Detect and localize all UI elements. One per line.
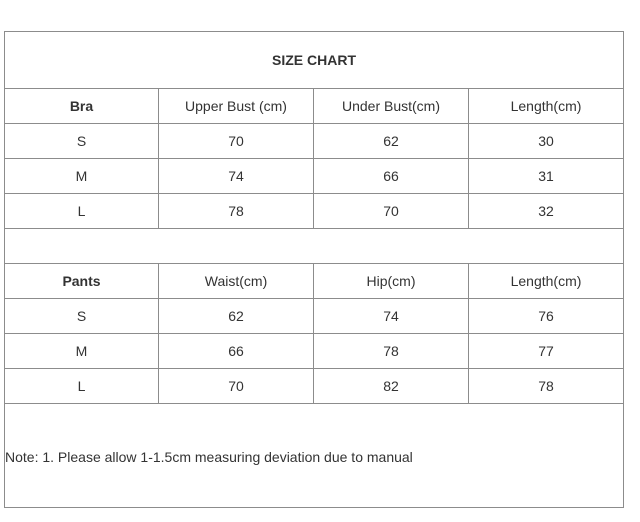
bra-value-cell: 70	[314, 194, 469, 228]
pants-value-cell: 62	[159, 299, 314, 333]
bra-header-upper-bust: Upper Bust (cm)	[159, 89, 314, 123]
bra-value-cell: 66	[314, 159, 469, 193]
bra-header-under-bust: Under Bust(cm)	[314, 89, 469, 123]
pants-value-cell: 78	[314, 334, 469, 368]
pants-size-cell: L	[5, 369, 159, 403]
pants-value-cell: 76	[538, 308, 554, 324]
bra-size-cell: M	[5, 159, 159, 193]
table-row	[5, 334, 623, 369]
pants-header-length: Length(cm)	[510, 273, 582, 289]
bra-header-category: Bra	[5, 89, 159, 123]
table-row	[5, 194, 623, 229]
pants-value-cell: 70	[159, 369, 314, 403]
bra-header-length: Length(cm)	[510, 98, 582, 114]
bra-value-cell: 30	[538, 133, 554, 149]
table-row	[5, 124, 623, 159]
pants-value-cell: 74	[314, 299, 469, 333]
table-row	[5, 299, 623, 334]
bra-value-cell: 74	[159, 159, 314, 193]
bra-value-cell: 62	[314, 124, 469, 158]
bra-value-cell: 70	[159, 124, 314, 158]
measurement-note: Note: 1. Please allow 1-1.5cm measuring deviation due to manual	[5, 449, 413, 465]
pants-value-cell: 66	[159, 334, 314, 368]
bra-header-row	[5, 89, 623, 124]
pants-table	[5, 264, 623, 404]
pants-header-row	[5, 264, 623, 299]
table-separator	[5, 229, 623, 264]
table-row	[5, 369, 623, 404]
pants-value-cell: 77	[538, 343, 554, 359]
pants-size-cell: M	[5, 334, 159, 368]
pants-header-hip: Hip(cm)	[314, 264, 469, 298]
bra-size-cell: S	[5, 124, 159, 158]
pants-size-cell: S	[5, 299, 159, 333]
pants-value-cell: 78	[538, 378, 554, 394]
bra-size-cell: L	[5, 194, 159, 228]
bra-table	[5, 89, 623, 264]
size-chart	[4, 31, 624, 508]
bra-value-cell: 78	[159, 194, 314, 228]
pants-header-category: Pants	[5, 264, 159, 298]
pants-header-waist: Waist(cm)	[159, 264, 314, 298]
pants-value-cell: 82	[314, 369, 469, 403]
table-row	[5, 159, 623, 194]
bra-value-cell: 31	[538, 168, 554, 184]
bra-value-cell: 32	[538, 203, 554, 219]
chart-title: SIZE CHART	[5, 32, 623, 89]
